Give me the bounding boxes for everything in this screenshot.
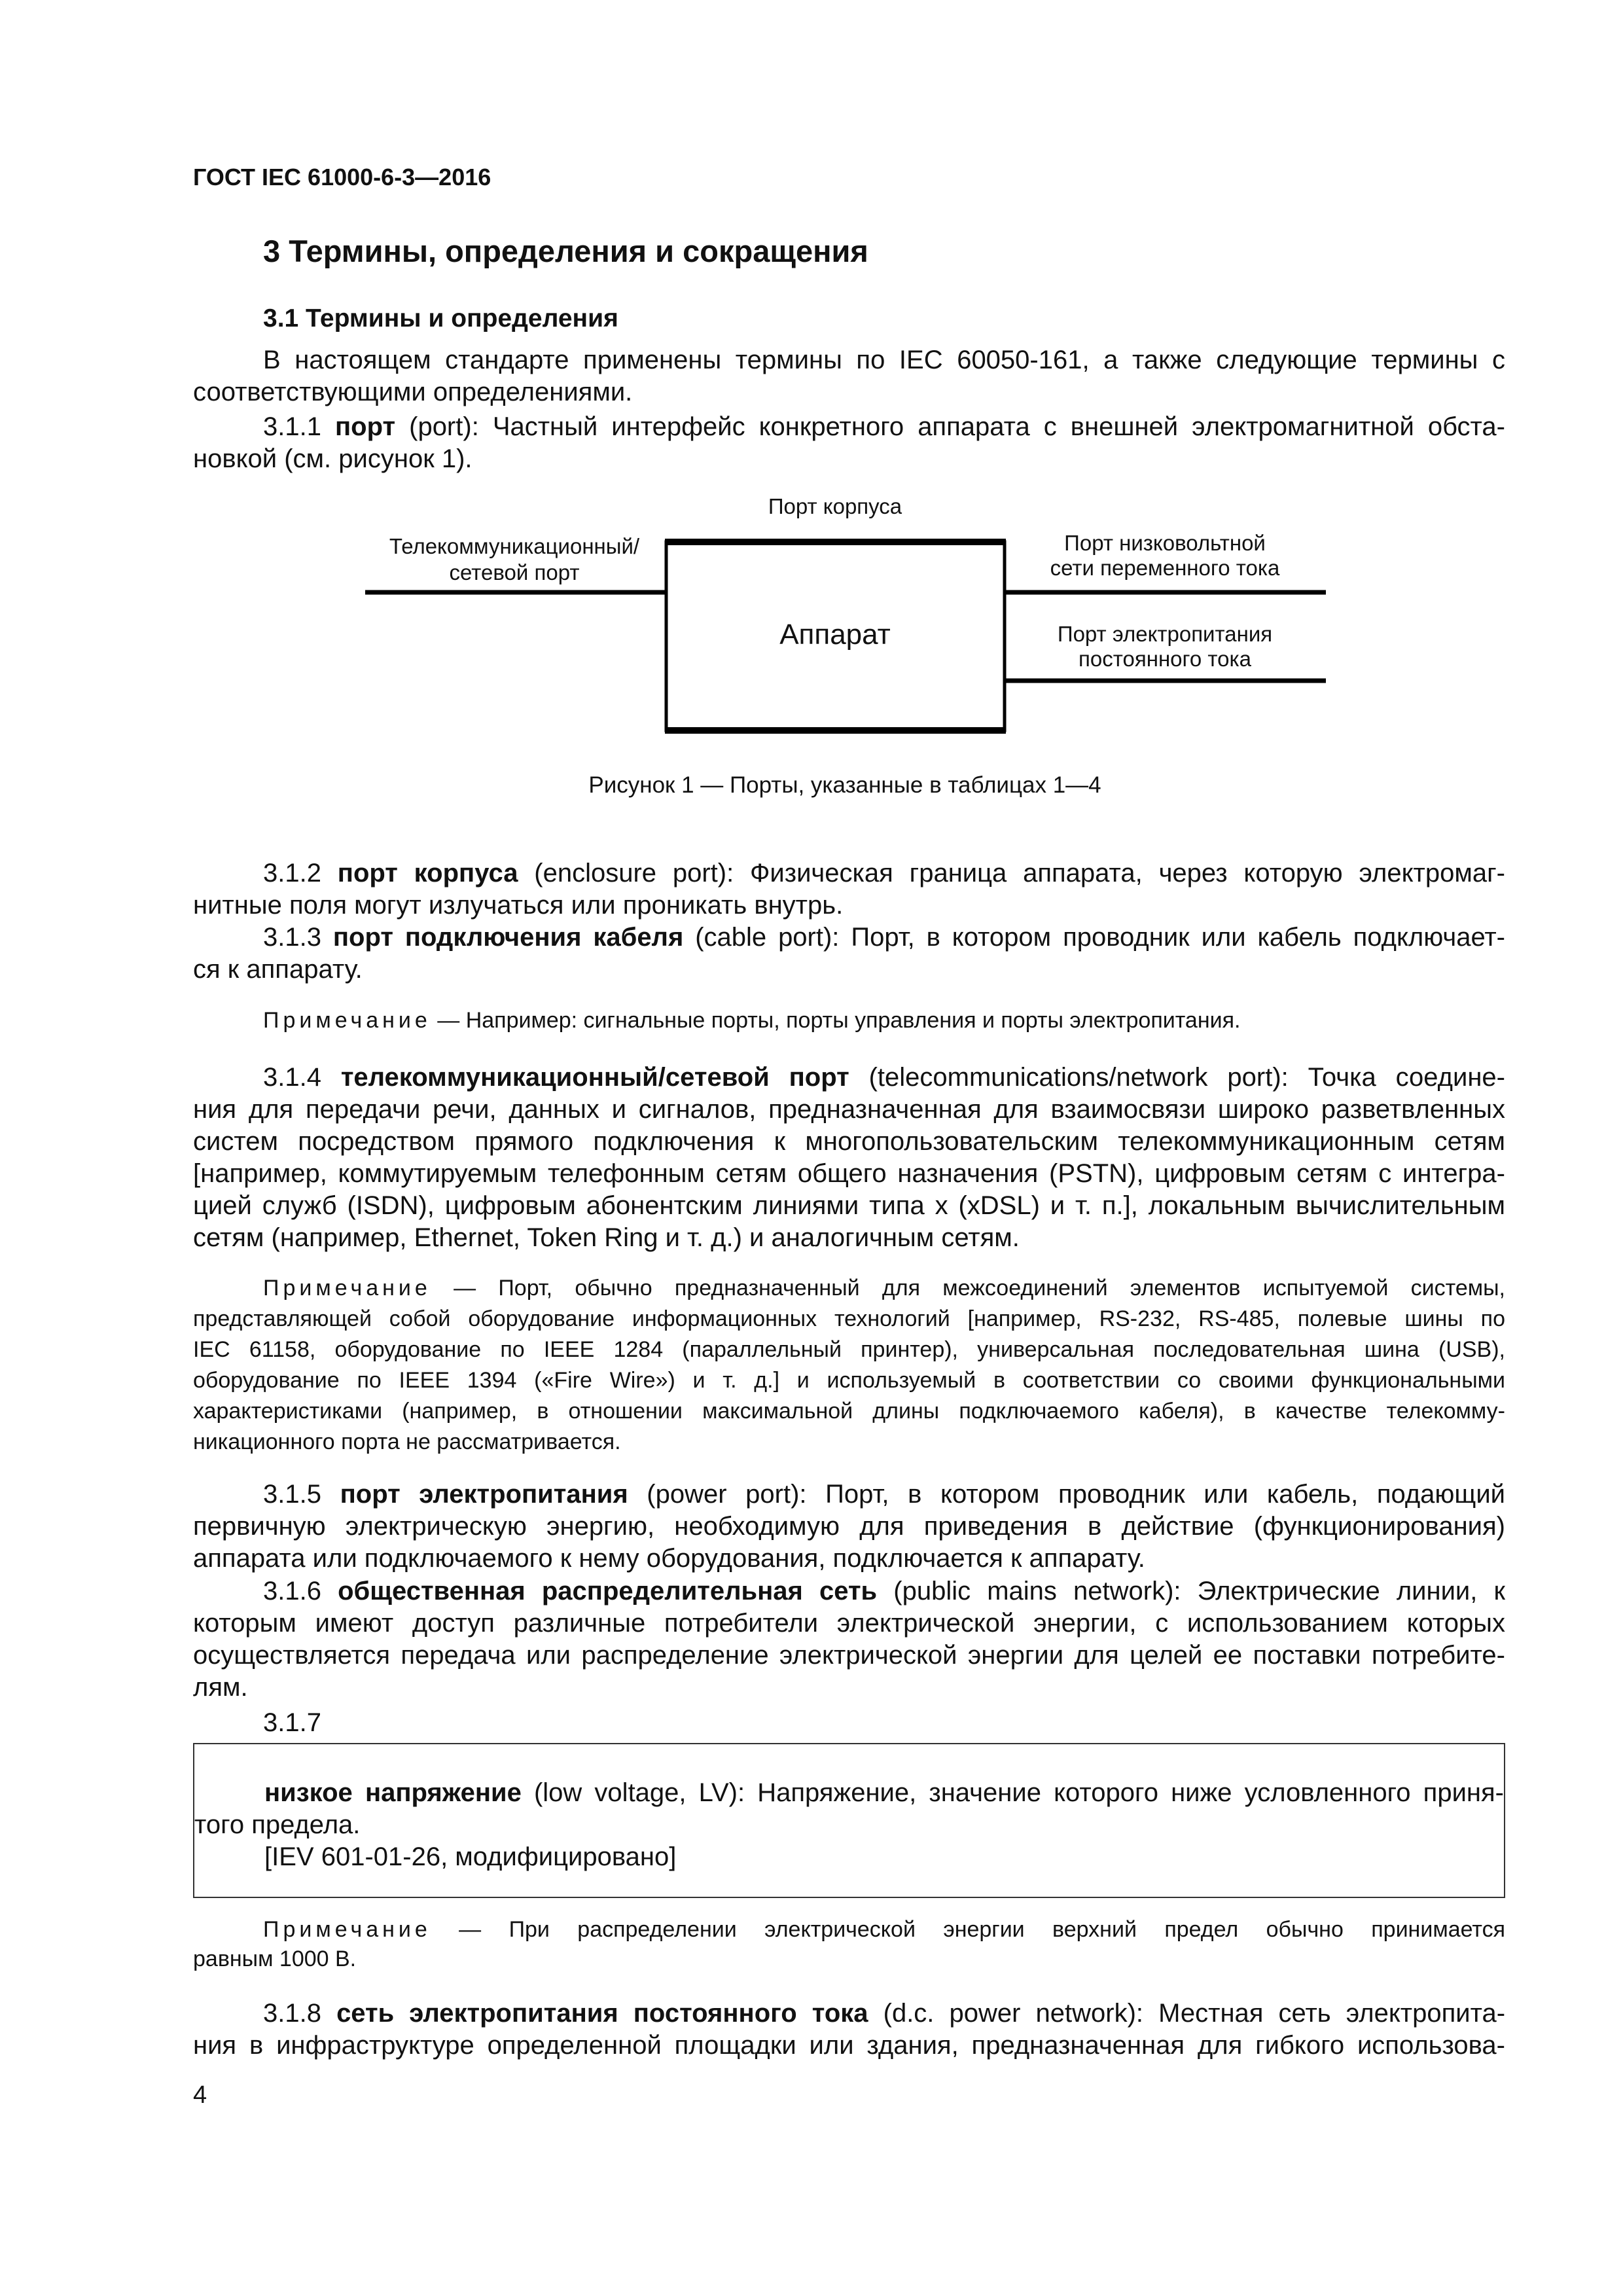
term-3-1-1: 3.1.1 порт (port): Частный интерфейс конкретного аппарата с внешней электромагнитной обста- новкой (см. рисунок 1). [193, 412, 1505, 473]
term-3-1-7: низкое напряжение (low voltage, LV): Напряжение, значение которого ниже условленного приня- того предела. [IEV 601-01-26, модифицировано] [194, 1778, 1504, 1871]
figure-1-diagram [0, 0, 1623, 851]
dc-port-label: Порт электропитания постоянного тока [1057, 622, 1273, 671]
enclosure-port-label: Порт корпуса [768, 494, 902, 518]
document-header: ГОСТ IEC 61000-6-3—2016 [193, 164, 491, 190]
term-3-1-2: 3.1.2 порт корпуса (enclosure port): Физическая граница аппарата, через которую электромаг- нитные поля могут излучаться или проникать внутрь. [193, 859, 1506, 920]
ac-port-label: Порт низковольтной сети переменного тока [1050, 531, 1280, 580]
term-3-1-8: 3.1.8 сеть электропитания постоянного тока (d.c. power network): Местная сеть электропита- ния в инфраструктуре определенной площадки или здания, предназначенная для гибкого использова- [193, 1999, 1506, 2060]
term-3-1-7-number: 3.1.7 [263, 1708, 321, 1737]
telecom-port-label: Телекоммуникационный/ сетевой порт [389, 534, 640, 584]
intro-paragraph: В настоящем стандарте применены термины по IEC 60050-161, а также следующие термины с соответствующими определениями. [193, 346, 1505, 406]
note-3: Примечание — При распределении электрической энергии верхний предел обычно принимается равным 1000 В. [193, 1917, 1505, 1971]
subsection-title: 3.1 Термины и определения [263, 304, 618, 332]
section-title: 3 Термины, определения и сокращения [263, 234, 868, 268]
term-3-1-3: 3.1.3 порт подключения кабеля (cable port): Порт, в котором проводник или кабель подключает- ся к аппарату. [193, 923, 1506, 984]
page-number: 4 [193, 2081, 207, 2109]
note-2: Примечание — Порт, обычно предназначенный для межсоединений элементов испытуемой системы, представляющей собой оборудование информационных технологий [например, RS-232, RS-485, полевые шины по IEC 61158, оборудование по IEEE 1284 (параллельный принтер), универсальная последовательная шина (USB), оборудование по IEEE 1394 («Fire Wire») и т. д.] и используемый в соответствии со своими функциональными характеристиками (например, в отношении максимальной длины подключаемого кабеля), в качестве телекомму- никационного порта не рассматривается. [193, 1276, 1505, 1454]
term-3-1-4: 3.1.4 телекоммуникационный/сетевой порт (telecommunications/network port): Точка соедине- ния для передачи речи, данных и сигналов, предназначенная для взаимосвязи широко разветвленных систем посредством прямого подключения к многопользовательским телекоммуникационным сетям [например, коммутируемым телефонным сетям общего назначения (PSTN), цифровым сетям с интегра- цией служб (ISDN), цифровым абонентским линиями типа x (xDSL) и т. п.], локальным вычислительным сетям (например, Ethernet, Token Ring и т. д.) и аналогичным сетям. [193, 1063, 1505, 1252]
apparatus-label: Аппарат [779, 619, 891, 651]
term-3-1-5: 3.1.5 порт электропитания (power port): Порт, в котором проводник или кабель, подающий первичную электрическую энергию, необходимую для приведения в действие (функционирования) аппарата или подключаемого к нему оборудования, подключается к аппарату. [193, 1480, 1506, 1573]
note-1: Примечание — Например: сигнальные порты, порты управления и порты электропитания. [263, 1008, 1241, 1033]
figure-caption: Рисунок 1 — Порты, указанные в таблицах 1—4 [588, 772, 1101, 798]
term-3-1-6: 3.1.6 общественная распределительная сеть (public mains network): Электрические линии, к которым имеют доступ различные потребители электрической энергии, с использованием которых осуществляется передача или распределение электрической энергии для целей ее поставки потребите- лям. [193, 1577, 1506, 1702]
